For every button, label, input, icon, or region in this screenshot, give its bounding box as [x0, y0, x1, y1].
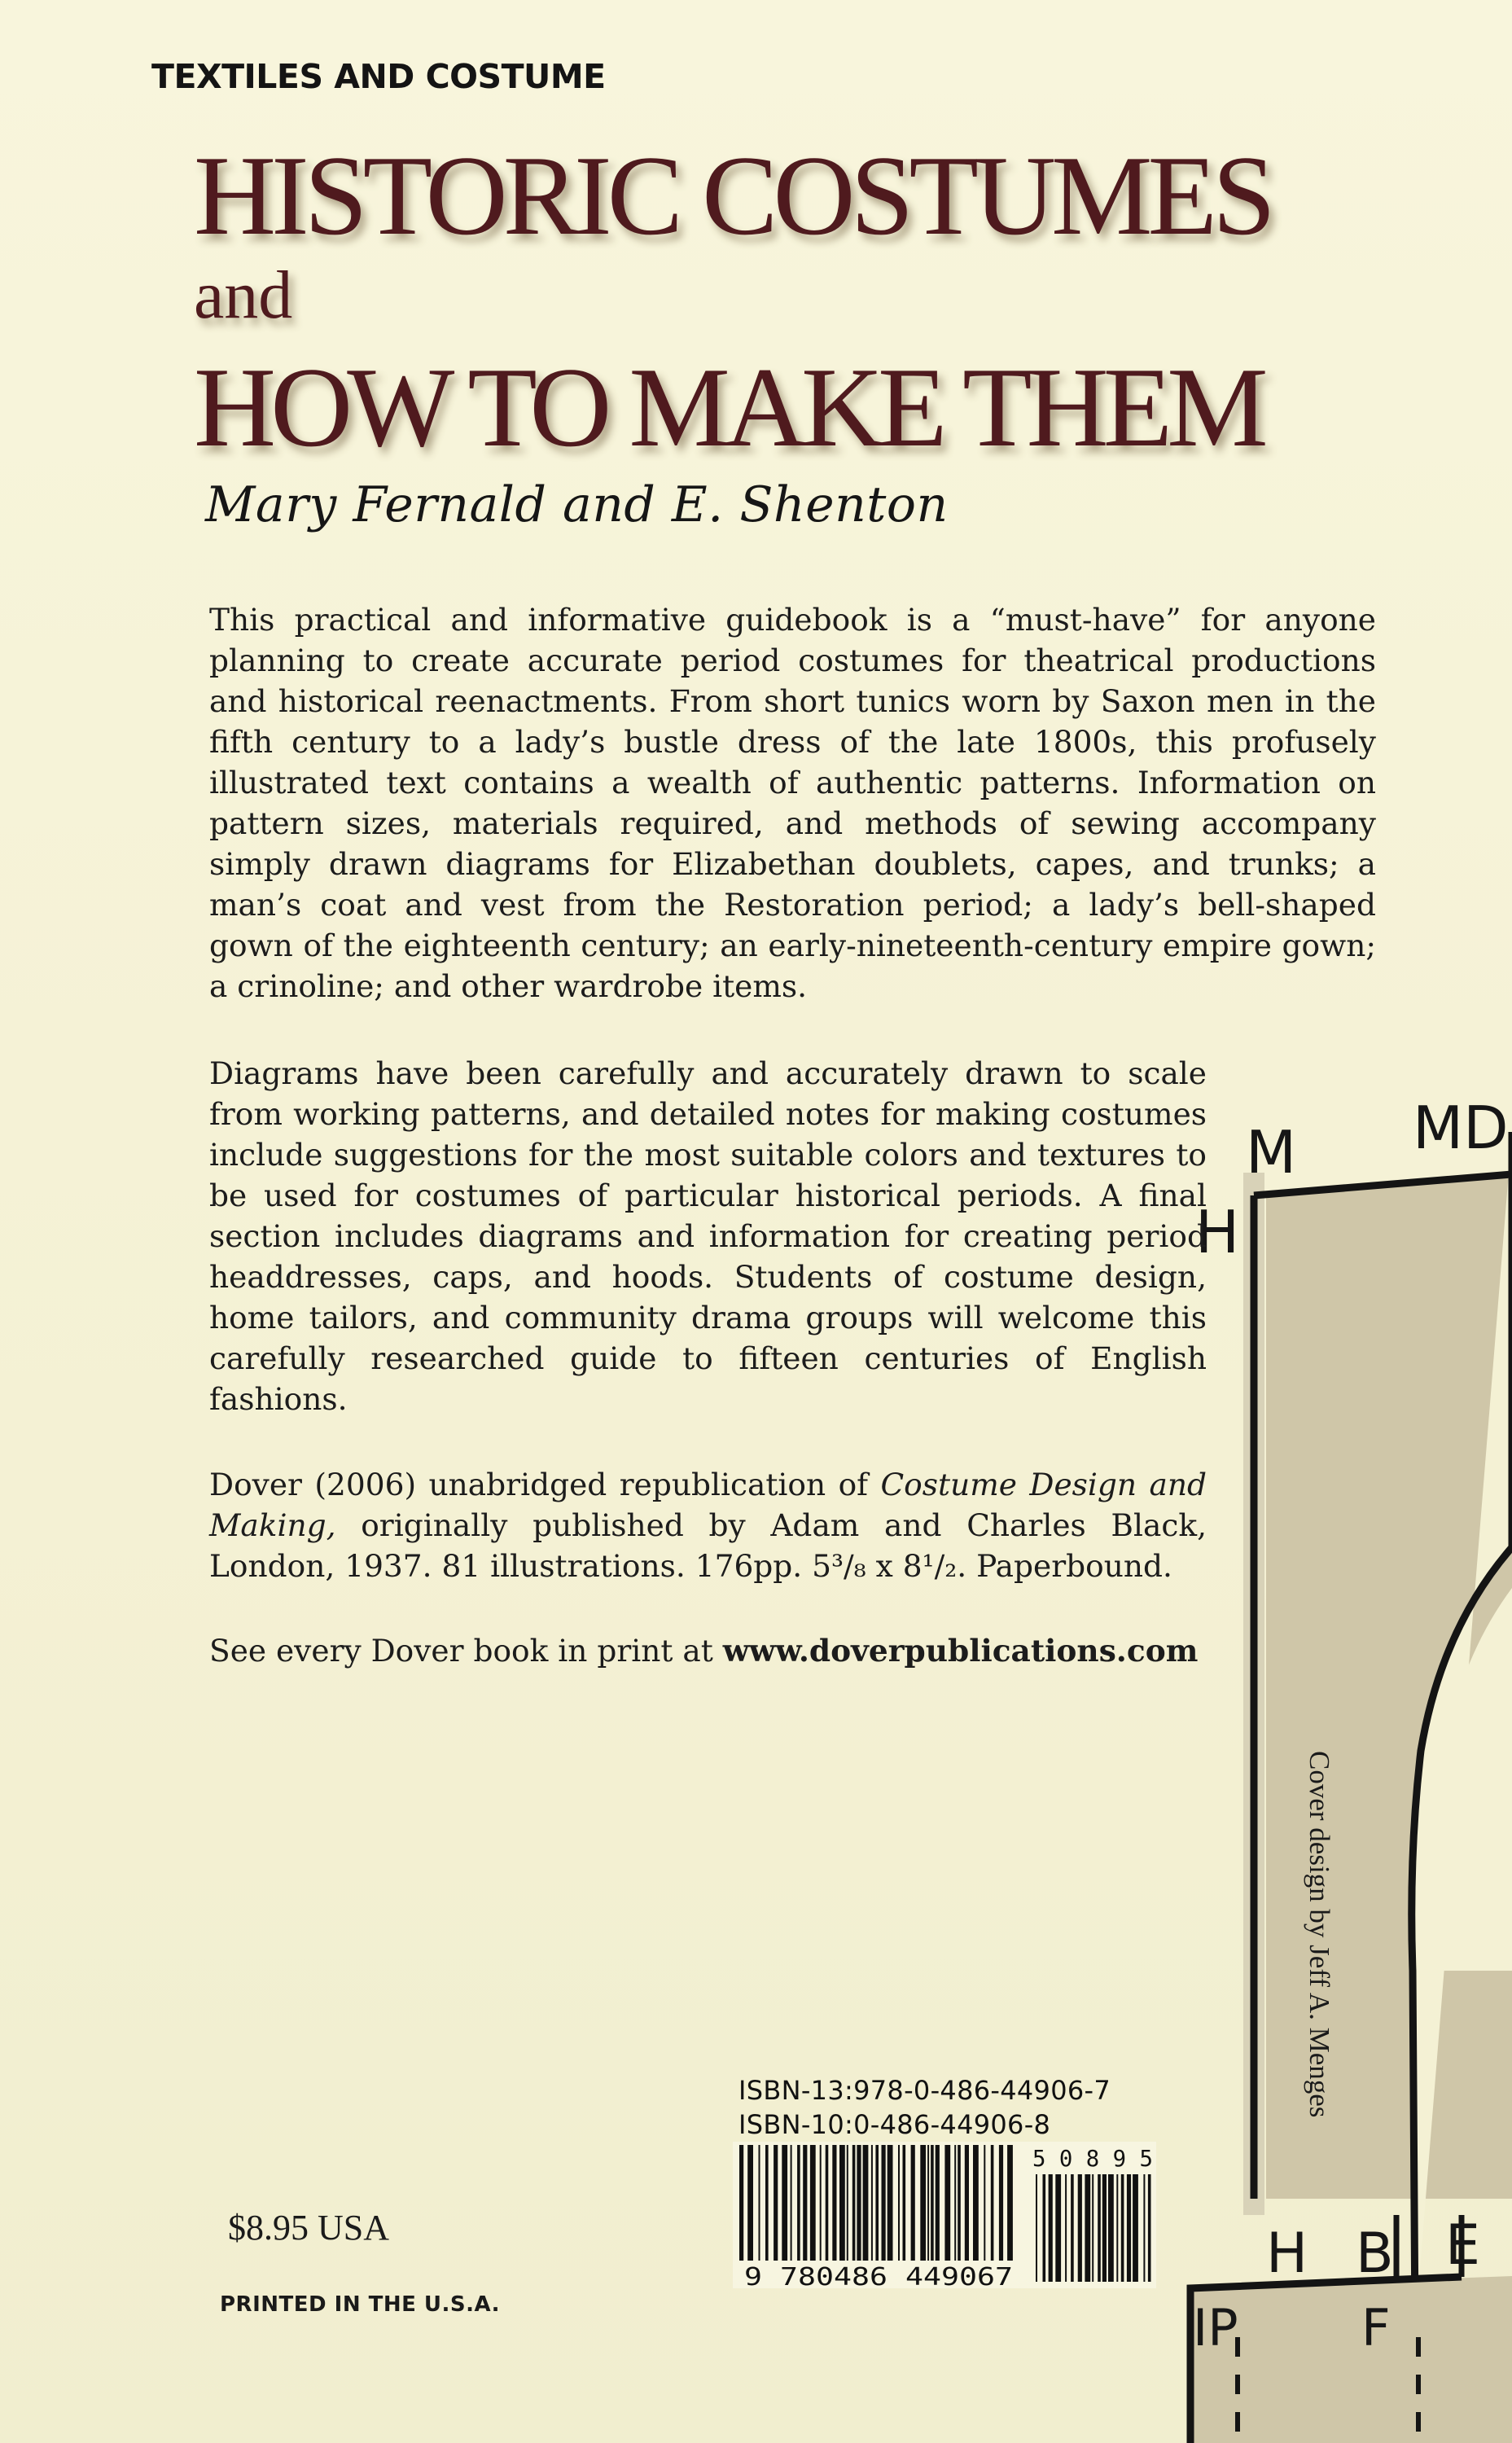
barcode-bar — [1102, 2174, 1107, 2282]
cover-credit — [1303, 1751, 1335, 2158]
pattern-letter-md: MD — [1413, 1094, 1509, 1162]
barcode-bar — [803, 2145, 807, 2261]
barcode-bar — [857, 2145, 861, 2261]
original-title: Costume Design and Making, — [209, 1467, 1207, 1543]
pattern-letter-f: F — [1361, 2298, 1391, 2357]
pattern-letter-b: B — [1356, 2222, 1394, 2286]
barcode-bar — [958, 2145, 961, 2261]
barcode-bar — [1078, 2174, 1082, 2282]
pattern-letter-e: E — [1445, 2213, 1480, 2278]
barcode-bar — [1007, 2145, 1013, 2261]
barcode-bar — [1121, 2174, 1124, 2282]
barcode-bar — [1098, 2174, 1101, 2282]
barcode-bar — [847, 2145, 848, 2261]
barcode-bar — [791, 2145, 792, 2261]
barcode-bar — [882, 2145, 886, 2261]
barcode-bar — [1116, 2174, 1118, 2282]
barcode-bar — [1092, 2174, 1093, 2282]
barcode-bar — [991, 2145, 994, 2261]
barcode-bar — [797, 2145, 800, 2261]
pattern-letter-h-top: H — [1195, 1198, 1240, 1266]
barcode-bar — [810, 2145, 816, 2261]
barcode-bar — [887, 2145, 893, 2261]
printed-in-label: PRINTED IN THE U.S.A. — [220, 2292, 501, 2317]
barcode-bar — [852, 2145, 856, 2261]
barcode-bar — [863, 2145, 869, 2261]
barcode-bar — [1148, 2174, 1151, 2282]
barcode-digits: 9 780486 449067 — [744, 2263, 1013, 2288]
barcode-bar — [774, 2145, 778, 2261]
barcode-bar — [911, 2145, 915, 2261]
pattern-letter-p: IP — [1193, 2298, 1238, 2357]
barcode-bar — [1036, 2174, 1037, 2282]
authors: Mary Fernald and E. Shenton — [205, 476, 949, 533]
barcode-bar — [944, 2145, 950, 2261]
barcode-bar — [1108, 2174, 1114, 2282]
barcode-bar — [1055, 2174, 1061, 2282]
website-prefix: See every Dover book in print at — [209, 1633, 723, 1669]
title-line-1: HISTORIC COSTUMES — [194, 133, 1271, 259]
barcode-bar — [965, 2145, 969, 2261]
pattern-letter-h-bottom: H — [1266, 2222, 1308, 2286]
barcode-bar — [739, 2145, 743, 2261]
description-paragraph-1: This practical and informative guidebook is a “must-have” for anyone planning to create accurate period costumes for theatrical productions and historical reenactments. From short tunics worn by Saxon men in the fifth century to a lady’s bustle dress of the late 1800s, this profusely illustrated text contains a wealth of authentic patterns. Information on pattern sizes, materials required, and methods of sewing accompany simply drawn diagrams for Elizabethan doublets, capes, and trunks; a man’s coat and vest from the Restoration period; a lady’s bell-shaped gown of the eighteenth century; an early-nineteenth-century empire gown; a crinoline; and other wardrobe items. — [209, 602, 1376, 1004]
title-line-2: and — [194, 257, 293, 333]
barcode — [733, 2142, 1156, 2288]
barcode-bar — [1071, 2174, 1074, 2282]
barcode-bar — [759, 2145, 760, 2261]
category-label: TEXTILES AND COSTUME — [151, 57, 606, 96]
barcode-bar — [927, 2145, 929, 2261]
website-url: www.doverpublications.com — [722, 1633, 1199, 1669]
barcode-bar — [898, 2145, 900, 2261]
barcode-bar — [782, 2145, 787, 2261]
barcode-bar — [1043, 2174, 1046, 2282]
pub-suffix: originally published by Adam and Charles Black, London, 1937. 81 illustrations. 176pp. 5³/₈ x 8¹/₂. Paperbound. — [209, 1507, 1207, 1584]
barcode-bar — [747, 2145, 753, 2261]
barcode-bar — [832, 2145, 836, 2261]
barcode-bar — [875, 2145, 879, 2261]
barcode-bar — [1127, 2174, 1131, 2282]
barcode-bar — [765, 2145, 769, 2261]
title-line-3: HOW TO MAKE THEM — [194, 344, 1263, 471]
barcode-bar — [1085, 2174, 1090, 2282]
barcode-bar — [839, 2145, 845, 2261]
barcode-bar — [984, 2145, 985, 2261]
barcode-bar — [820, 2145, 822, 2261]
barcode-bar — [871, 2145, 873, 2261]
pub-prefix: Dover (2006) unabridged republication of — [209, 1467, 881, 1502]
barcode-bar — [826, 2145, 829, 2261]
pattern-letter-m: M — [1246, 1118, 1297, 1186]
isbn-10: ISBN-10:0-486-44906-8 — [738, 2109, 1051, 2140]
cover-credit-text: Cover design by Jeff A. Menges — [1304, 1751, 1335, 2118]
publication-note — [209, 1464, 1207, 1586]
barcode-bar — [936, 2145, 940, 2261]
barcode-bar — [1049, 2174, 1053, 2282]
isbn-13: ISBN-13:978-0-486-44906-7 — [738, 2075, 1111, 2106]
barcode-bar — [999, 2145, 1003, 2261]
barcode-bar — [1133, 2174, 1138, 2282]
website-note — [209, 1630, 1198, 1671]
barcode-bar — [931, 2145, 934, 2261]
barcode-bar — [954, 2145, 956, 2261]
barcode-bar — [903, 2145, 906, 2261]
description-paragraph-2: Diagrams have been carefully and accurately drawn to scale from working patterns, and detailed notes for making costumes include suggestions for the most suitable colors and textures to be used for costumes of particular historical periods. A final section includes diagrams and information for creating period headdresses, caps, and hoods. Students of costume design, home tailors, and community drama groups will welcome this carefully researched guide to fifteen centuries of English fashions. — [209, 1055, 1207, 1417]
price: $8.95 USA — [228, 2208, 390, 2248]
barcode-bar — [1065, 2174, 1067, 2282]
barcode-bar — [920, 2145, 926, 2261]
barcode-bar — [1143, 2174, 1145, 2282]
addon-digits: 5 0 8 9 5 — [1032, 2145, 1153, 2172]
barcode-bar — [973, 2145, 979, 2261]
